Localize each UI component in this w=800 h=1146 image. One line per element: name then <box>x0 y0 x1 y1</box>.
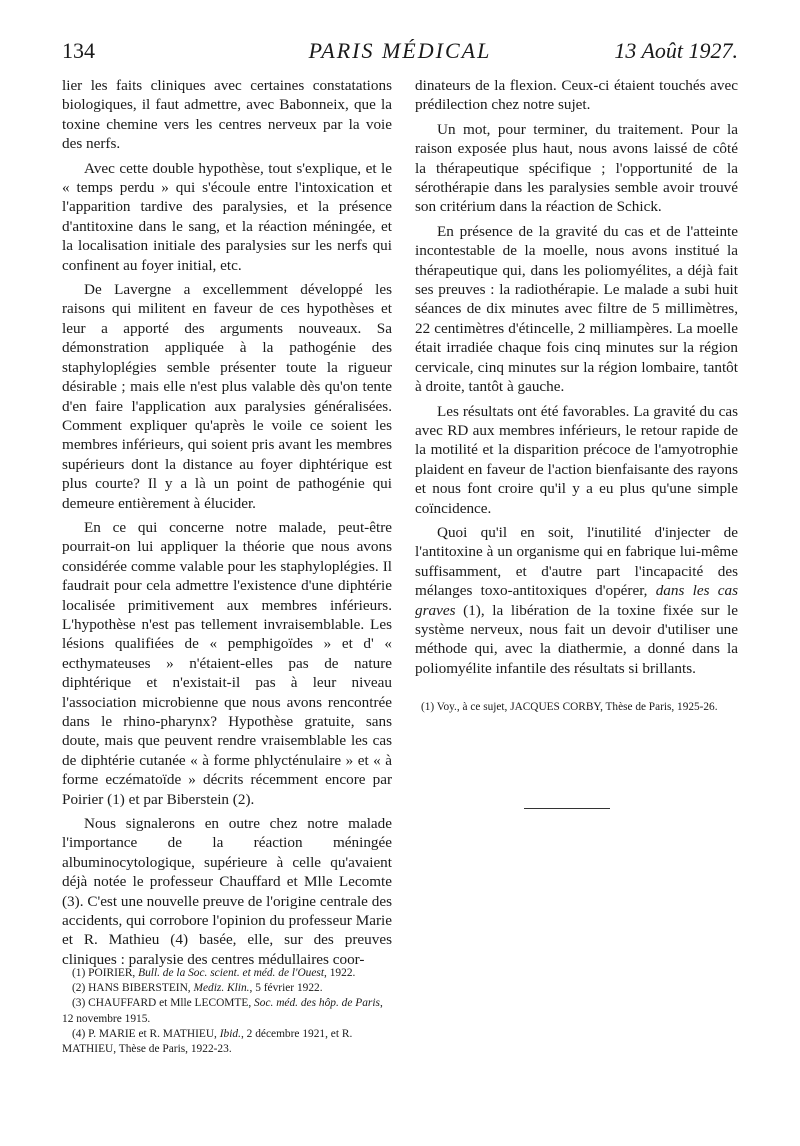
page-header <box>62 38 738 68</box>
page-number: 134 <box>62 38 95 63</box>
footnote-author: (1) POIRIER, <box>72 967 139 979</box>
footnotes <box>62 966 392 1057</box>
footnote-source: Bull. de la Soc. scient. et méd. de l'Ouest <box>138 967 325 979</box>
paragraph: Un mot, pour terminer, du traitement. Pour la raison exposée plus haut, nous avons laissé de côté la thérapeutique spécifique ; l'opportunité de la sérothérapie dans les paralysies semble avoir trouvé son critérium dans la réaction de Schick. <box>415 120 738 216</box>
paragraph-text: Quoi qu'il en soit, l'inutilité d'injecter de l'antitoxine à un organisme qui en fabrique lui-même suffisamment, et d'autre part l'incapacité des mélanges toxo-antitoxiques d'opérer, <box>415 523 738 600</box>
paragraph-text: (1), la libération de la toxine fixée sur le système nerveux, nous fait un devoir d'utiliser une méthode qui, avec la diathermie, a donné dans la poliomyélite infantile des résultats si brillants. <box>415 601 738 677</box>
paragraph <box>415 523 738 678</box>
paragraph: En présence de la gravité du cas et de l'atteinte incontestable de la moelle, nous avons institué la thérapeutique qui, dans les poliomyélites, a déjà fait ses preuves : la radiothérapie. Le malade a subi huit séances de dix minutes avec filtre de 5 millimètres, 22 centimètres d'étincelle, 2 milliampères. La moelle était irradiée chaque fois cinq minutes sur la région cervicale, cinq minutes sur la région lombaire, tantôt à droite, tantôt à gauche. <box>415 222 738 396</box>
footnote-author: (4) P. MARIE et R. MATHIEU, <box>72 1027 220 1040</box>
footnote-source: Mediz. Klin. <box>193 982 250 995</box>
footnote-detail: , 12 novembre 1915. <box>62 997 383 1025</box>
column-footnote: (1) Voy., à ce sujet, JACQUES CORBY, Thèse de Paris, 1925-26. <box>421 701 718 714</box>
footnote <box>62 1027 392 1057</box>
paragraph: Les résultats ont été favorables. La gravité du cas avec RD aux membres inférieurs, le retour rapide de la motilité et la disparition précoce de l'amyotrophie plaident en faveur de l'action bienfaisante des rayons et nous font croire qu'il y a eu plus qu'une simple coïncidence. <box>415 402 738 517</box>
journal-title: PARIS MÉDICAL <box>308 38 492 63</box>
paragraph: Nous signalerons en outre chez notre malade l'importance de la réaction méningée albuminocytologique, supérieure à celle qu'avaient déjà notée le professeur Chauffard et Mlle Lecomte (3). C'est une nouvelle preuve de l'origine centrale des accidents, qui corrobore l'opinion du professeur Marie et R. Mathieu (4) basée, elle, sur des preuves cliniques : paralysie des centres médullaires coor- <box>62 815 392 968</box>
footnote-detail: , 5 février 1922. <box>249 982 323 995</box>
paragraph: dinateurs de la flexion. Ceux-ci étaient touchés avec prédilection chez notre sujet. <box>415 77 738 114</box>
footnote <box>62 966 392 981</box>
left-column <box>62 76 392 969</box>
footnote-author: (2) HANS BIBERSTEIN, <box>72 982 194 995</box>
footnote <box>62 981 392 996</box>
paragraph: Avec cette double hypothèse, tout s'explique, et le « temps perdu » qui s'écoule entre l'intoxication et l'apparition tardive des paralysies, et la présence d'antitoxine dans le sang, et la réaction méningée, et la localisation initiale des paralysies sur les nerfs qui confinent au foyer initial, etc. <box>62 159 392 274</box>
emphasis-text: dans les cas graves <box>415 582 738 619</box>
paragraph: lier les faits cliniques avec certaines constatations biologiques, il faut admettre, avec Babonneix, que la toxine chemine vers les centres nerveux par la voie des nerfs. <box>62 77 392 153</box>
paragraph: En ce qui concerne notre malade, peut-être pourrait-on lui appliquer la théorie que nous avons considérée comme valable pour les staphyloplégies. Il faudrait pour cela admettre l'existence d'une diphtérie localisée primitivement aux membres inférieurs. L'hypothèse n'est pas tellement invraisemblable. Les lésions qualifiées de « pemphigoïdes » et d' « ecthymateuses » n'étaient-elles pas de nature diphtérique et n'existait-il pas à leur niveau l'association microbienne que nous avons rencontrée dans le rhino-pharynx? Hypothèse gratuite, sans doute, mais que peuvent rendre vraisemblable les cas de diphtérie cutanée « à forme phlycténulaire » et « à forme eczématoïde » décrits récemment encore par Poirier (1) et par Biberstein (2). <box>62 518 392 808</box>
footnote-source: Soc. méd. des hôp. de Paris <box>254 997 380 1010</box>
issue-date: 13 Août 1927. <box>614 38 738 63</box>
footnote-detail: , 2 décembre 1921, et R. MATHIEU, Thèse de Paris, 1922-23. <box>62 1027 353 1056</box>
footnote <box>62 996 392 1026</box>
section-divider <box>524 808 610 809</box>
footnote-source: Ibid. <box>219 1027 241 1040</box>
paragraph: De Lavergne a excellemment développé les raisons qui militent en faveur de ces hypothèses et leur a apporté des arguments nouveaux. Sa démonstration appliquée à la pathogénie des staphyloplégies semble présenter toute la rigueur désirable ; mais elle n'est plus valable dès qu'on tente d'en faire l'application aux paralysies généralisées. Comment expliquer qu'après le voile ce soient les membres inférieurs, qui soient pris avant les membres supérieurs dont la distance au foyer diphtérique est plus courte? Il y a là un point de pathogénie qui demeure entièrement à élucider. <box>62 281 392 512</box>
footnote-detail: , 1922. <box>324 967 356 979</box>
footnote-author: (3) CHAUFFARD et Mlle LECOMTE, <box>72 997 255 1010</box>
right-column <box>415 76 738 715</box>
